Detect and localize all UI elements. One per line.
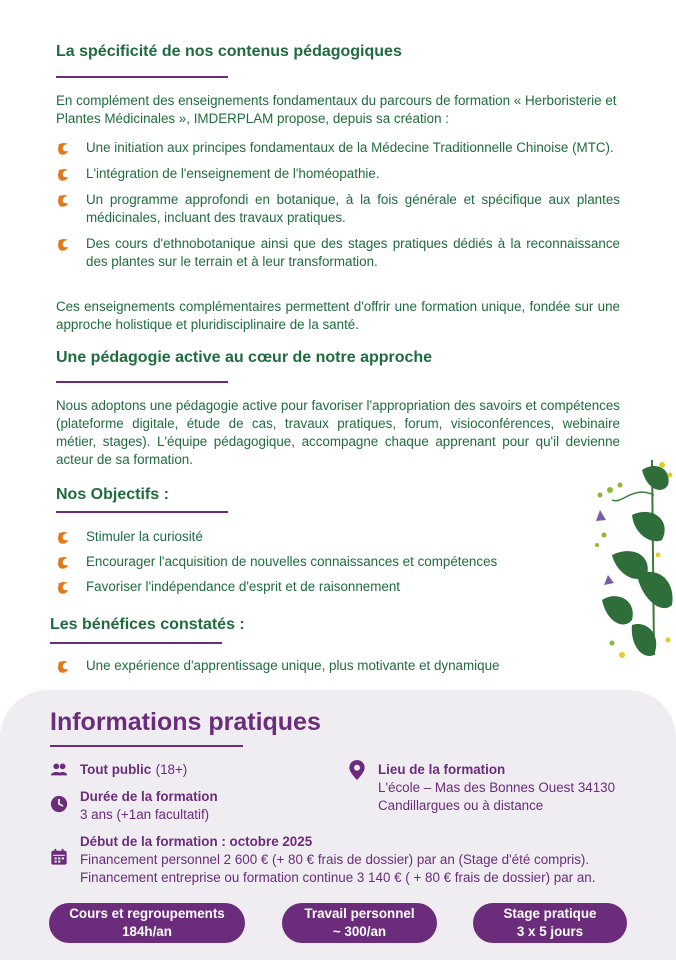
- section-title-objectifs: Nos Objectifs :: [56, 486, 169, 503]
- people-icon: [50, 761, 68, 779]
- pedagogie-paragraph: Nous adoptons une pédagogie active pour favoriser l'appropriation des savoirs et compétences (plateforme digitale, étude de cas, travaux pratiques, forum, visioconférences, webinaire métier, stages). L'équipe pédagogique, accompagne chaque apprenant pour qu'il devienne acteur de sa formation.: [56, 398, 620, 467]
- list-item-text: Une expérience d'apprentissage unique, plus motivante et dynamique: [86, 658, 500, 673]
- title-underline: [56, 381, 228, 383]
- objectifs-list: [56, 528, 620, 596]
- duree-value: 3 ans (+1an facultatif): [80, 807, 210, 822]
- cours-pill: [49, 903, 245, 943]
- travail-pill: [282, 903, 437, 943]
- public-label: Tout public: [80, 762, 152, 777]
- list-item-text: Des cours d'ethnobotanique ainsi que des stages pratiques dédiés à la reconnaissance des plantes sur le terrain et à leur transformation.: [86, 236, 620, 269]
- leaf-bullet-icon: [56, 142, 70, 156]
- list-item-text: Favoriser l'indépendance d'esprit et de raisonnement: [86, 579, 401, 594]
- leaf-bullet-icon: [56, 556, 70, 570]
- lieu-line1: L'école – Mas des Bonnes Ouest 34130: [378, 780, 616, 795]
- intro-paragraph: En complément des enseignements fondamentaux du parcours de formation « Herboristerie et Plantes Médicinales », IMDERPLAM propose, depuis sa création :: [56, 93, 617, 126]
- benefices-list: [56, 657, 620, 675]
- public-info: [80, 761, 187, 779]
- list-item: [56, 578, 620, 596]
- list-item: [56, 657, 620, 675]
- list-item: [56, 139, 620, 157]
- list-item: [56, 528, 620, 546]
- pill-line1: Cours et regroupements: [69, 906, 225, 921]
- leaf-bullet-icon: [56, 660, 70, 674]
- list-item-text: Stimuler la curiosité: [86, 529, 203, 544]
- title-underline: [56, 511, 228, 513]
- lieu-line2: Candillargues ou à distance: [378, 798, 544, 813]
- pill-line2: 3 x 5 jours: [516, 924, 584, 939]
- leaf-bullet-icon: [56, 194, 70, 208]
- contenus-list: [56, 139, 620, 271]
- pill-line1: Travail personnel: [304, 906, 415, 921]
- debut-info: [80, 833, 650, 887]
- title-underline: [50, 642, 222, 644]
- list-item: [56, 553, 620, 571]
- plant-illustration: [592, 455, 676, 665]
- leaf-bullet-icon: [56, 168, 70, 182]
- public-value: (18+): [155, 762, 188, 777]
- leaf-bullet-icon: [56, 581, 70, 595]
- duree-info: [80, 788, 218, 824]
- outro-paragraph: Ces enseignements complémentaires permettent d'offrir une formation unique, fondée sur une approche holistique et pluridisciplinaire de la santé.: [56, 299, 620, 332]
- title-underline: [56, 76, 228, 78]
- list-item: [56, 165, 620, 183]
- calendar-icon: [50, 848, 68, 866]
- map-pin-icon: [348, 759, 366, 781]
- lieu-info: [378, 761, 615, 815]
- list-item-text: Un programme approfondi en botanique, à la fois générale et spécifique aux plantes médicinales, incluant des travaux pratiques.: [86, 192, 620, 225]
- section-title-benefices: Les bénéfices constatés :: [50, 616, 245, 633]
- list-item: [56, 235, 620, 271]
- lieu-label: Lieu de la formation: [378, 762, 506, 777]
- debut-label: Début de la formation : octobre 2025: [80, 834, 313, 849]
- list-item-text: Une initiation aux principes fondamentaux de la Médecine Traditionnelle Chinoise (MTC).: [86, 140, 614, 155]
- leaf-bullet-icon: [56, 238, 70, 252]
- financement-entreprise: Financement entreprise ou formation continue 3 140 € ( + 80 € frais de dossier) par an.: [80, 870, 596, 885]
- pill-line2: 184h/an: [122, 924, 172, 939]
- info-title: Informations pratiques: [50, 708, 321, 736]
- clock-icon: [50, 795, 68, 813]
- duree-label: Durée de la formation: [80, 789, 218, 804]
- list-item: [56, 191, 620, 227]
- title-underline: [50, 745, 243, 747]
- stage-pill: [473, 903, 627, 943]
- section-title-pedagogie: Une pédagogie active au cœur de notre approche: [56, 349, 433, 366]
- financement-personnel: Financement personnel 2 600 € (+ 80 € frais de dossier) par an (Stage d'été compris).: [80, 852, 590, 867]
- section-title-specificite: La spécificité de nos contenus pédagogiques: [56, 43, 402, 60]
- pill-line1: Stage pratique: [503, 906, 597, 921]
- leaf-bullet-icon: [56, 531, 70, 545]
- list-item-text: L'intégration de l'enseignement de l'homéopathie.: [86, 166, 380, 181]
- pill-line2: ~ 300/an: [332, 924, 387, 939]
- list-item-text: Encourager l'acquisition de nouvelles connaissances et compétences: [86, 554, 498, 569]
